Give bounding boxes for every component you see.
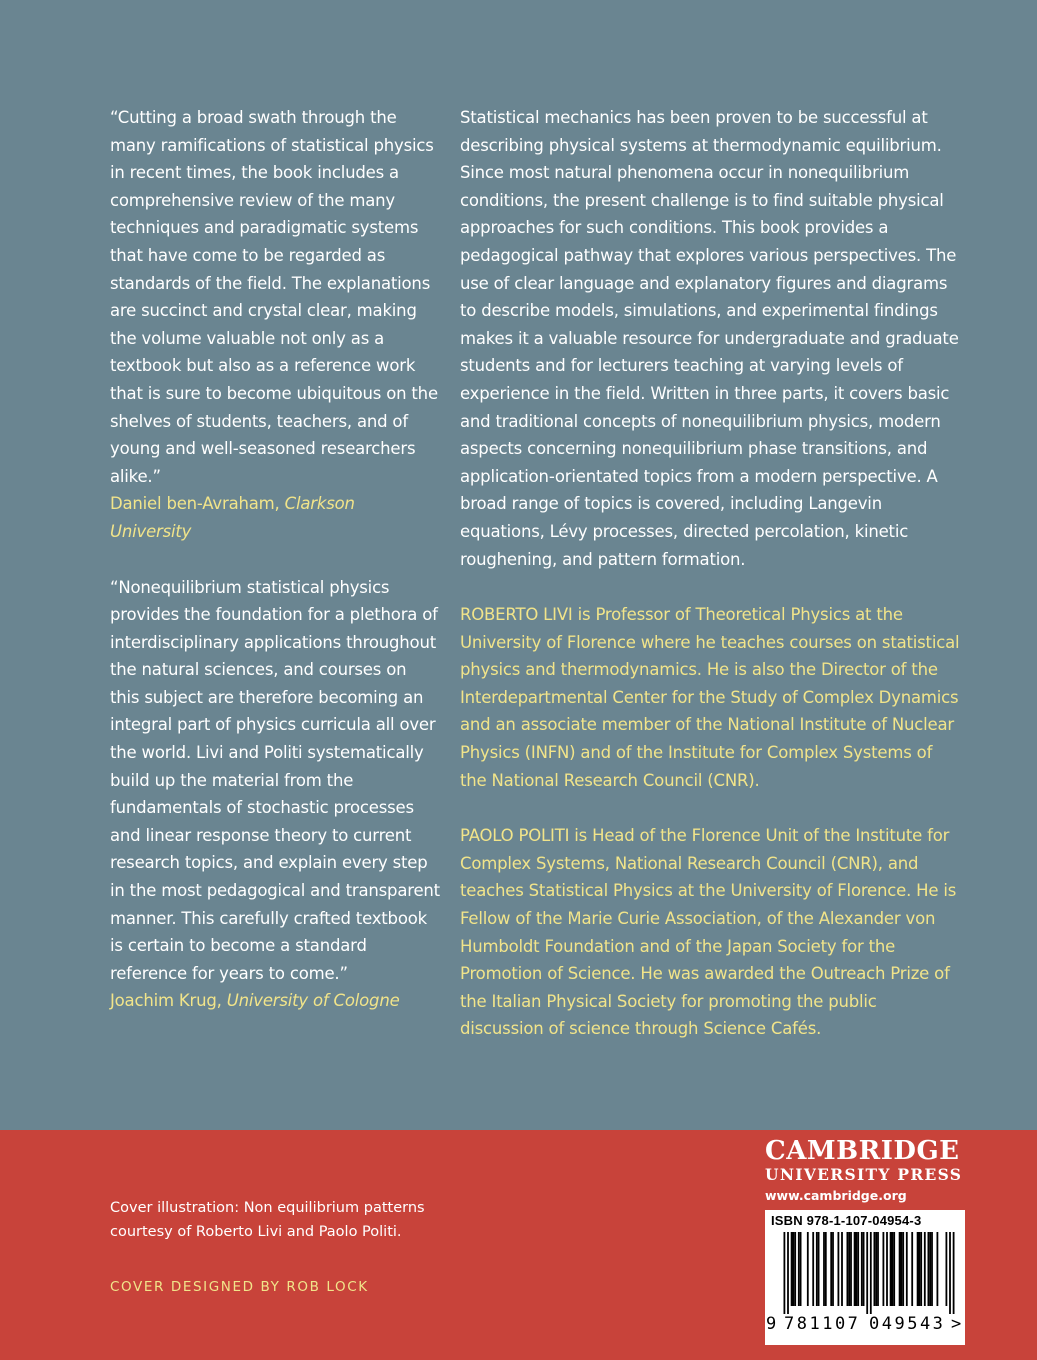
barcode-bar [863,1232,865,1306]
description-column [460,104,960,1043]
barcode-bar [929,1232,931,1306]
barcode-bar [838,1232,840,1306]
barcode-bar [832,1232,834,1306]
barcode-bar [854,1232,856,1306]
barcode-bar [901,1232,903,1306]
quote-1-affiliation: Clarkson University [110,494,355,541]
barcode-left-group: 781107 [784,1314,861,1334]
cover-designer-credit: COVER DESIGNED BY ROB LOCK [110,1279,369,1295]
quote-1-text: “Cutting a broad swath through the many ramifications of statistical physics in recent times, the book includes a comprehensive review of the many techniques and paradigmatic systems that have come to be regarded as standards of the field. The explanations are succinct and crystal clear, making the volume valuable not only as a textbook but also as a reference work that is sure to become ubiquitous on the shelves of students, teachers, and of young and well-seasoned researchers alike.” [110,108,438,486]
barcode-bar [911,1232,913,1306]
barcode-bar [917,1232,919,1306]
barcode-bar [791,1232,793,1306]
barcode-bar [841,1232,843,1306]
publisher-name: CAMBRIDGE [765,1136,960,1166]
barcode-bar [924,1232,926,1306]
barcode-bar [877,1232,879,1306]
barcode-bar [937,1232,939,1306]
quote-2-attribution [110,987,440,1015]
barcode-bar [784,1232,786,1314]
barcode-bar [874,1232,876,1306]
author-bio-livi: ROBERTO LIVI is Professor of Theoretical Physics at the University of Florence where he teaches courses on statistical physics and thermodynamics. He is also the Director of the Interdepartmental Center for the Study of Complex Dynamics and an associate member of the National Institute of Nuclear Physics (INFN) and of the Institute for Complex Systems of the National Research Council (CNR). [460,605,960,790]
barcode-bar [856,1232,858,1306]
barcode-bar [800,1232,802,1306]
quote-1-attribution [110,490,440,545]
barcode-bar [818,1232,820,1306]
barcode-bar [787,1232,789,1314]
barcode-bar [866,1232,868,1314]
quote-2-affiliation: University of Cologne [226,991,400,1011]
barcode-bar [949,1232,951,1314]
barcode-first-digit: 9 [766,1314,777,1334]
quote-2-author: Joachim Krug, [110,991,222,1011]
barcode-bar [899,1232,901,1306]
barcode-bar [920,1232,922,1306]
barcode-bar [906,1232,908,1306]
cover-illustration-credit: Cover illustration: Non equilibrium patterns courtesy of Roberto Livi and Paolo Politi. [110,1200,425,1240]
barcode-bar [870,1232,872,1314]
barcode-panel [765,1210,965,1345]
barcode-bar [847,1232,849,1306]
barcode-right-group: 049543 [869,1314,946,1334]
book-description: Statistical mechanics has been proven to be successful at describing physical systems at thermodynamic equilibrium. Since most natural phenomena occur in nonequilibrium conditions, the present challenge is to find suitable physical approaches for such conditions. This book provides a pedagogical pathway that explores various perspectives. The use of clear language and explanatory figures and diagrams to describe models, simulations, and experimental findings makes it a valuable resource for undergraduate and graduate students and for lecturers teaching at varying levels of experience in the field. Written in three parts, it covers basic and traditional concepts of nonequilibrium physics, modern aspects concerning nonequilibrium phase transitions, and application-orientated topics from a modern perspective. A broad range of topics is covered, including Langevin equations, Lévy processes, directed percolation, kinetic roughening, and pattern formation. [460,108,959,569]
publisher-subtitle: UNIVERSITY PRESS [765,1165,963,1184]
barcode-bar [830,1232,832,1306]
barcode-bar [861,1232,863,1306]
barcode-bar [807,1232,809,1306]
barcode-bar [890,1232,892,1306]
isbn-label: ISBN 978-1-107-04954-3 [771,1213,922,1228]
barcode-bar [875,1232,877,1306]
barcode-bar [953,1232,955,1314]
quote-1-author: Daniel ben-Avraham, [110,494,280,514]
barcode-bar [857,1232,859,1306]
barcode-icon [775,1232,955,1314]
barcode-bar [886,1232,888,1306]
endorsements-column [110,104,440,1015]
author-bio-politi: PAOLO POLITI is Head of the Florence Unit of the Institute for Complex Systems, National Research Council (CNR), and teaches Statistical Physics at the University of Florence. He is Fellow of the Marie Curie Association, of the Alexander von Humboldt Foundation and of the Japan Society for the Promotion of Science. He was awarded the Outreach Prize of the Italian Physical Society for promoting the public discussion of science through Science Cafés. [460,826,957,1039]
barcode-bar [793,1232,795,1306]
publisher-url: www.cambridge.org [765,1188,907,1203]
barcode-bar [946,1232,948,1306]
barcode-bar [816,1232,818,1306]
barcode-bar [902,1232,904,1306]
barcode-bar [919,1232,921,1306]
barcode-bar [794,1232,796,1306]
barcode-arrow: > [951,1314,962,1334]
quote-2-text: “Nonequilibrium statistical physics provides the foundation for a plethora of interdisciplinary applications throughout the natural sciences, and courses on this subject are therefore becoming an integral part of physics curricula all over the world. Livi and Politi systematically build up the material from the fundamentals of stochastic processes and linear response theory to current research topics, and explain every step in the most pedagogical and transparent manner. This carefully crafted textbook is certain to become a standard reference for years to come.” [110,577,440,983]
barcode-bar [798,1232,800,1306]
barcode-bar [825,1232,827,1306]
barcode-bar [892,1232,894,1306]
barcode-bar [850,1232,852,1306]
barcode-bar [883,1232,885,1306]
barcode-bar [931,1232,933,1306]
barcode-bar [893,1232,895,1306]
barcode-bar [928,1232,930,1306]
barcode-bar [823,1232,825,1306]
barcode-bar [812,1232,814,1306]
publisher-logo [765,1136,965,1206]
barcode-bar [848,1232,850,1306]
